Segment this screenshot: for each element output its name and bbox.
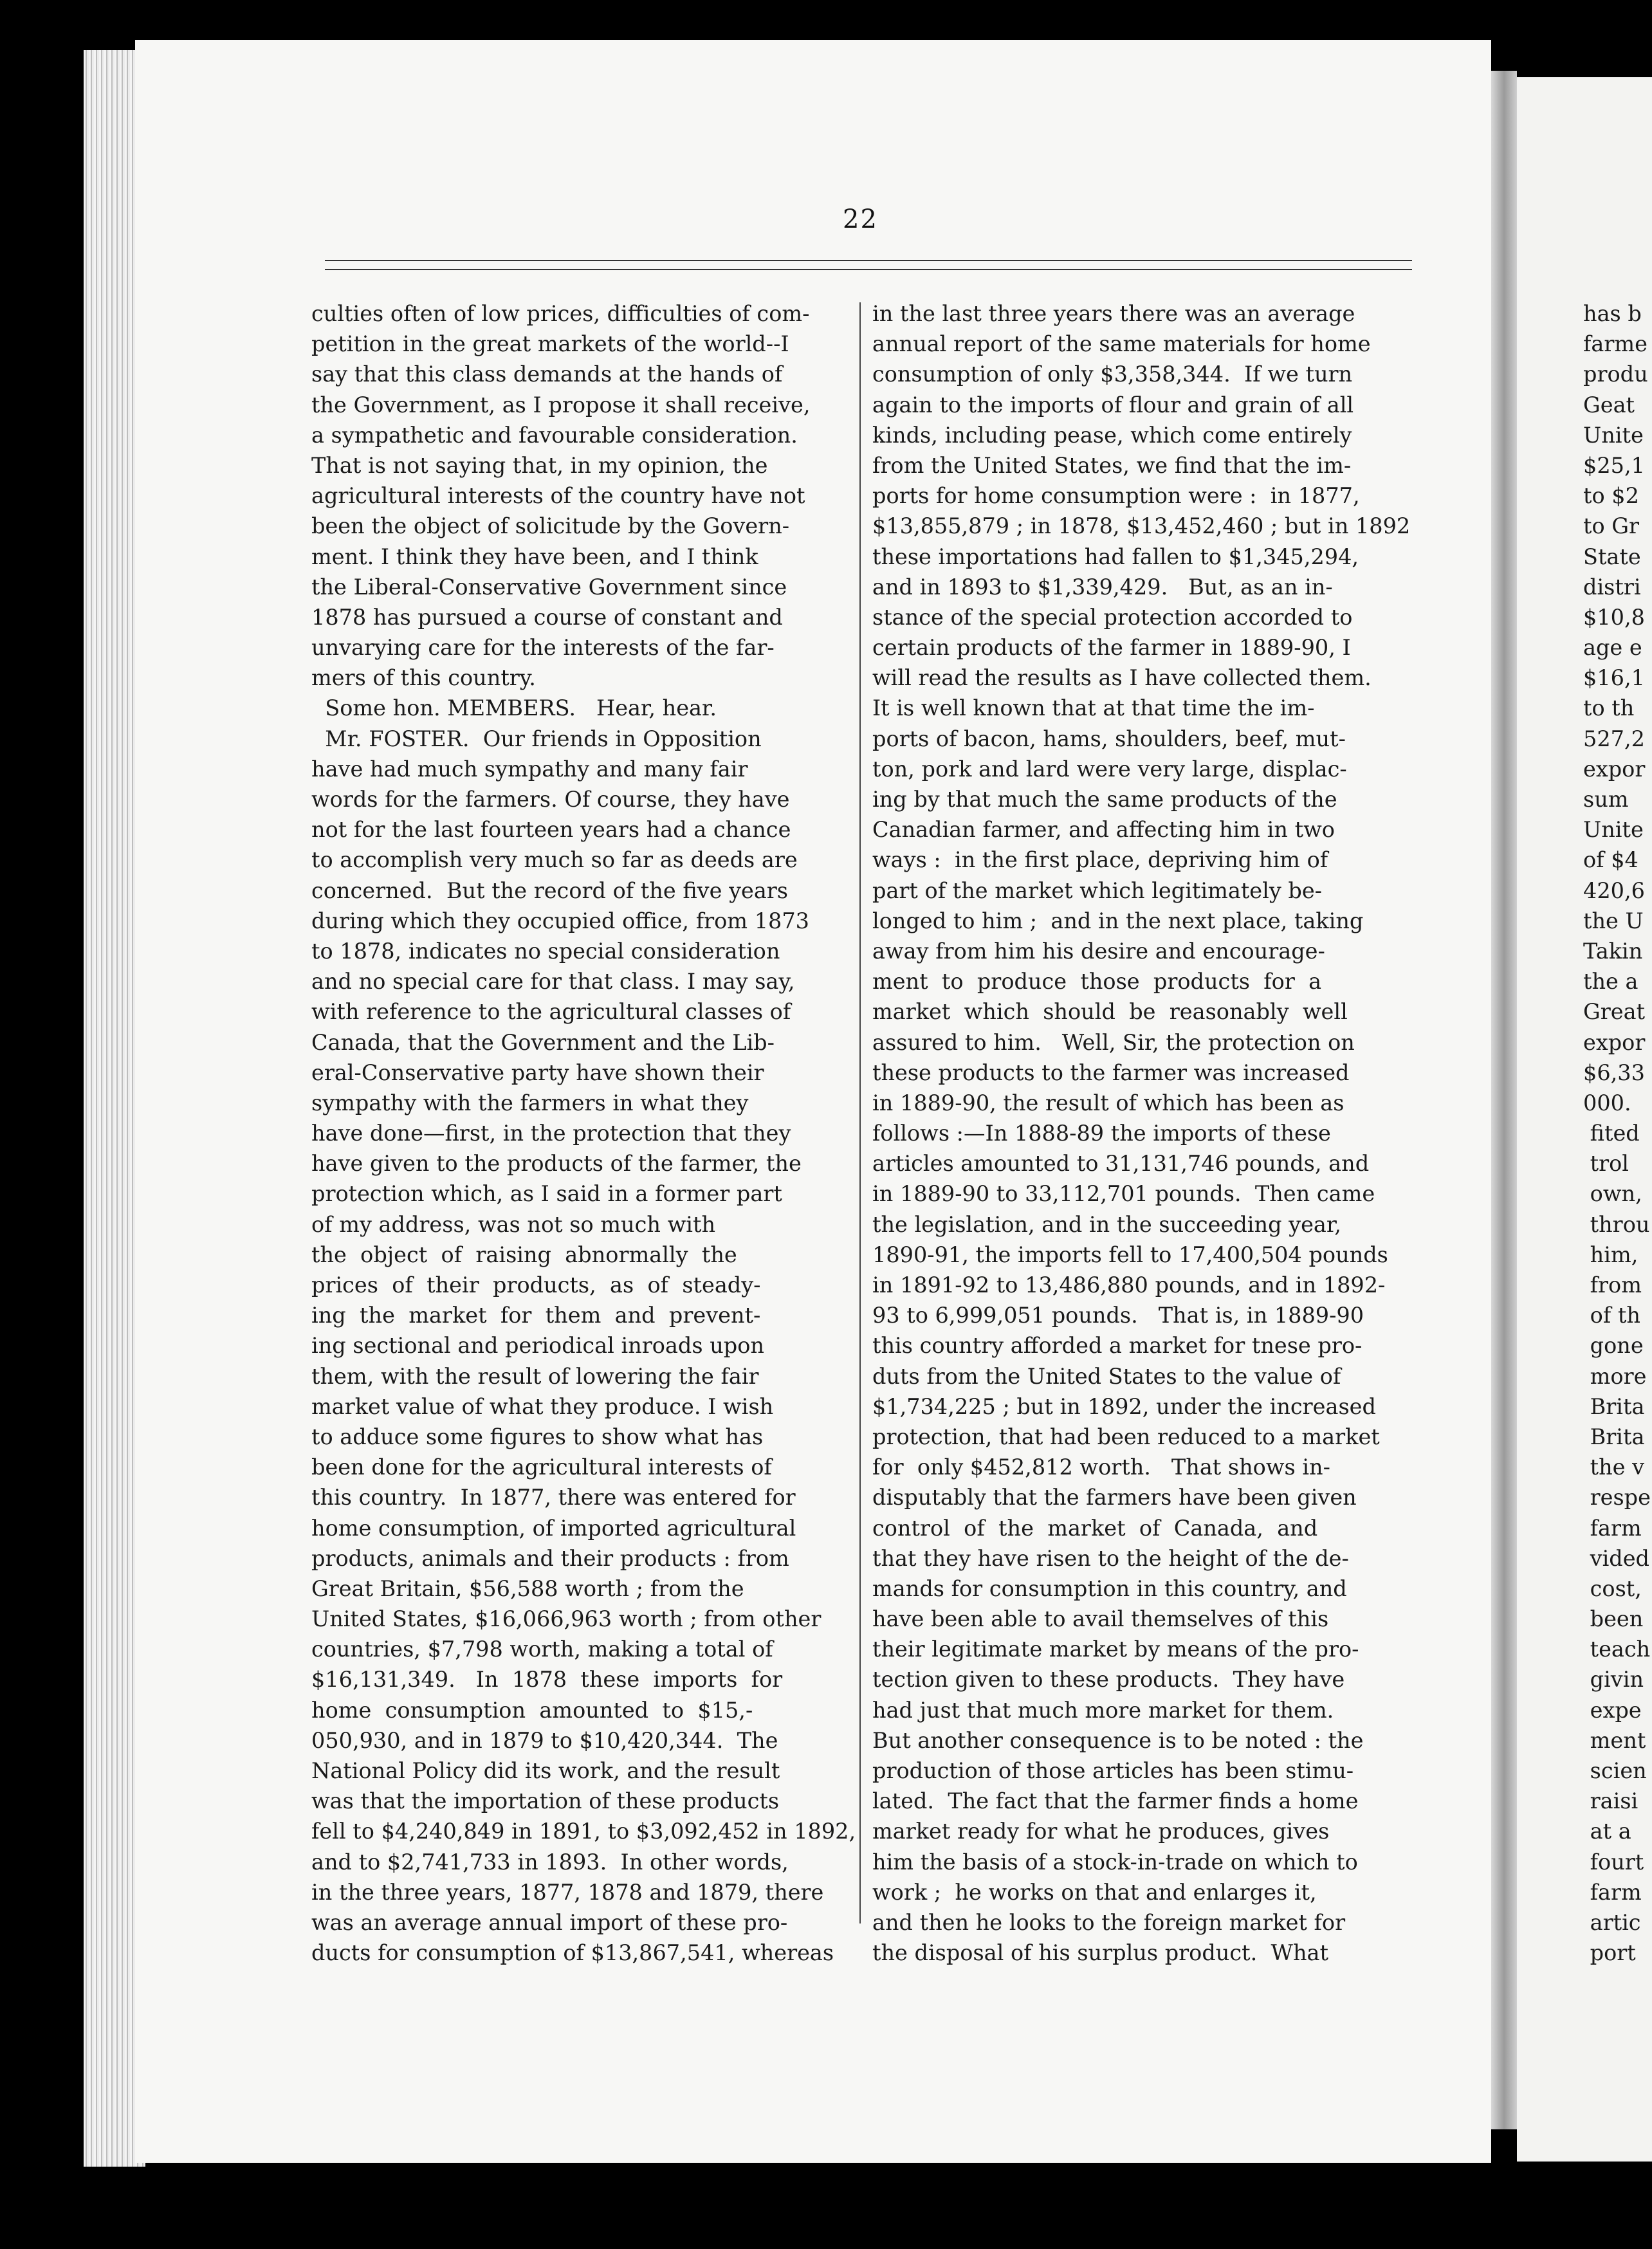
text-line: 1878 has pursued a course of constant and <box>311 604 783 630</box>
text-line: Brita <box>1583 1424 1645 1449</box>
text-line: teach <box>1583 1637 1651 1662</box>
text-line: to $2 <box>1583 483 1639 509</box>
text-line: givin <box>1583 1667 1644 1693</box>
text-line: at a <box>1583 1819 1631 1844</box>
text-line: $6,33 <box>1583 1060 1645 1085</box>
text-line: of my address, was not so much with <box>311 1211 716 1237</box>
text-line: had just that much more market for them. <box>872 1697 1334 1723</box>
text-line: longed to him ; and in the next place, taking <box>872 908 1364 933</box>
text-line: sympathy with the farmers in what they <box>311 1090 749 1115</box>
text-line: Geat <box>1583 392 1642 418</box>
text-line: the v <box>1583 1455 1645 1480</box>
text-line: 527,2 <box>1583 726 1645 751</box>
text-line: has b <box>1583 301 1642 326</box>
text-line: scien <box>1583 1758 1647 1783</box>
text-line: in the last three years there was an average <box>872 301 1355 326</box>
text-line: mands for consumption in this country, and <box>872 1575 1347 1601</box>
column-divider <box>859 302 861 1923</box>
text-line: $25,1 <box>1583 452 1645 478</box>
text-line: away from him his desire and encourage- <box>872 938 1325 964</box>
text-line: ing by that much the same products of the <box>872 787 1337 812</box>
text-line: ports for home consumption were : in 1877, <box>872 483 1360 509</box>
text-line: concerned. But the record of the five years <box>311 877 788 903</box>
text-line: That is not saying that, in my opinion, the <box>311 452 768 478</box>
text-line: trol <box>1583 1151 1636 1177</box>
text-line: work ; he works on that and enlarges it, <box>872 1879 1317 1905</box>
text-line: disputably that the farmers have been given <box>872 1485 1357 1510</box>
text-line: protection, that had been reduced to a market <box>872 1424 1380 1449</box>
text-line: these products to the farmer was increased <box>872 1060 1350 1085</box>
text-line: and then he looks to the foreign market for <box>872 1909 1346 1935</box>
text-line: was an average annual import of these pro- <box>311 1909 788 1935</box>
left-column <box>311 298 856 1968</box>
text-line: agricultural interests of the country have not <box>311 483 805 509</box>
text-line: from <box>1583 1272 1642 1298</box>
text-line: fourt <box>1583 1849 1644 1875</box>
text-line: have done—first, in the protection that they <box>311 1121 791 1146</box>
text-line: National Policy did its work, and the result <box>311 1758 780 1783</box>
text-line: culties often of low prices, difficulties of com- <box>311 301 810 326</box>
text-line: again to the imports of flour and grain of all <box>872 392 1354 418</box>
text-line: that they have risen to the height of the de- <box>872 1545 1349 1571</box>
text-line: Unite <box>1583 817 1644 843</box>
text-line: 93 to 6,999,051 pounds. That is, in 1889-90 <box>872 1303 1364 1328</box>
text-line: them, with the result of lowering the fair <box>311 1363 759 1389</box>
text-line: home consumption amounted to $15,- <box>311 1697 753 1723</box>
text-line: to accomplish very much so far as deeds are <box>311 847 798 873</box>
text-line: ducts for consumption of $13,867,541, whereas <box>311 1940 834 1966</box>
text-line: tection given to these products. They have <box>872 1667 1345 1693</box>
text-line: in 1889-90 to 33,112,701 pounds. Then came <box>872 1181 1375 1207</box>
text-line: consumption of only $3,358,344. If we turn <box>872 362 1353 387</box>
text-line: $10,8 <box>1583 604 1645 630</box>
text-line: have had much sympathy and many fair <box>311 756 748 782</box>
text-line: stance of the special protection accorded to <box>872 604 1353 630</box>
text-line: kinds, including pease, which come entirely <box>872 422 1352 448</box>
text-line: artic <box>1583 1909 1641 1935</box>
text-line: not for the last fourteen years had a chance <box>311 817 791 843</box>
text-line: him the basis of a stock-in-trade on which to <box>872 1849 1358 1875</box>
text-line: $16,1 <box>1583 665 1645 691</box>
text-line: State <box>1583 544 1641 569</box>
text-line: expor <box>1583 756 1646 782</box>
text-line: expe <box>1583 1697 1642 1723</box>
text-line: in 1891-92 to 13,486,880 pounds, and in 1892- <box>872 1272 1386 1298</box>
text-line: United States, $16,066,963 worth ; from other <box>311 1606 821 1632</box>
text-line: market which should be reasonably well <box>872 999 1348 1025</box>
text-line: during which they occupied office, from 1873 <box>311 908 809 933</box>
text-line: this country afforded a market for tnese pro- <box>872 1333 1363 1359</box>
text-line: a sympathetic and favourable consideration. <box>311 422 798 448</box>
text-line: the Government, as I propose it shall receive, <box>311 392 811 418</box>
text-line: been done for the agricultural interests of <box>311 1455 772 1480</box>
text-line: Brita <box>1583 1393 1645 1419</box>
text-line: raisi <box>1583 1788 1638 1814</box>
text-line: ment <box>1583 1727 1646 1753</box>
text-line: $13,855,879 ; in 1878, $13,452,460 ; but in 1892 <box>872 513 1411 539</box>
text-line: Takin <box>1583 938 1643 964</box>
text-line: was that the importation of these products <box>311 1788 780 1814</box>
text-line: sum <box>1583 787 1636 812</box>
text-line: ways : in the first place, depriving him of <box>872 847 1328 873</box>
text-line: Mr. FOSTER. Our friends in Opposition <box>311 726 762 751</box>
text-line: follows :—In 1888-89 the imports of these <box>872 1121 1331 1146</box>
text-line: of th <box>1583 1303 1640 1328</box>
text-line: the legislation, and in the succeeding year, <box>872 1211 1341 1237</box>
header-rule-bottom <box>325 269 1412 270</box>
text-line: $1,734,225 ; but in 1892, under the increased <box>872 1393 1376 1419</box>
text-line: of $4 <box>1583 847 1638 873</box>
text-line: cost, <box>1583 1575 1642 1601</box>
text-line: more <box>1583 1363 1647 1389</box>
text-line: have given to the products of the farmer, the <box>311 1151 802 1177</box>
text-line: produ <box>1583 362 1648 387</box>
text-line: assured to him. Well, Sir, the protection on <box>872 1029 1355 1055</box>
text-line: the object of raising abnormally the <box>311 1242 737 1267</box>
header-rule-top <box>325 260 1412 261</box>
text-line: distri <box>1583 574 1641 600</box>
text-line: ton, pork and lard were very large, displac- <box>872 756 1347 782</box>
text-line: articles amounted to 31,131,746 pounds, and <box>872 1151 1370 1177</box>
text-line: farm <box>1583 1879 1642 1905</box>
text-line: home consumption, of imported agricultural <box>311 1515 796 1541</box>
text-line: words for the farmers. Of course, they have <box>311 787 790 812</box>
text-line: this country. In 1877, there was entered for <box>311 1485 796 1510</box>
text-line: and to $2,741,733 in 1893. In other words, <box>311 1849 789 1875</box>
text-line: will read the results as I have collected them. <box>872 665 1372 691</box>
text-line: in the three years, 1877, 1878 and 1879, there <box>311 1879 824 1905</box>
text-line: and in 1893 to $1,339,429. But, as an in- <box>872 574 1333 600</box>
right-column <box>872 298 1413 1968</box>
text-line: gone <box>1583 1333 1644 1359</box>
text-line: annual report of the same materials for home <box>872 331 1371 357</box>
text-line: 1890-91, the imports fell to 17,400,504 pounds <box>872 1242 1388 1267</box>
text-line: petition in the great markets of the world--I <box>311 331 789 357</box>
text-line: farm <box>1583 1515 1642 1541</box>
text-line: ment. I think they have been, and I think <box>311 544 758 569</box>
text-line: vided <box>1583 1545 1650 1571</box>
text-line: the Liberal-Conservative Government since <box>311 574 787 600</box>
text-line: Unite <box>1583 422 1644 448</box>
text-line: from the United States, we find that the im- <box>872 452 1352 478</box>
text-line: ment to produce those products for a <box>872 969 1322 995</box>
text-line: lated. The fact that the farmer finds a home <box>872 1788 1359 1814</box>
text-line: expor <box>1583 1029 1646 1055</box>
text-line: to adduce some figures to show what has <box>311 1424 764 1449</box>
text-line: certain products of the farmer in 1889-90, I <box>872 635 1351 661</box>
text-line: prices of their products, as of steady- <box>311 1272 761 1298</box>
text-line: fell to $4,240,849 in 1891, to $3,092,452 in 1892, <box>311 1819 856 1844</box>
text-line: these importations had fallen to $1,345,294, <box>872 544 1359 569</box>
text-line: market ready for what he produces, gives <box>872 1819 1330 1844</box>
text-line: unvarying care for the interests of the far- <box>311 635 775 661</box>
text-line: in 1889-90, the result of which has been as <box>872 1090 1345 1115</box>
text-line: ing the market for them and prevent- <box>311 1303 761 1328</box>
text-line: say that this class demands at the hands of <box>311 362 783 387</box>
text-line: $16,131,349. In 1878 these imports for <box>311 1667 783 1693</box>
text-line: to 1878, indicates no special consideration <box>311 938 780 964</box>
text-line: him, <box>1583 1242 1638 1267</box>
text-line: Great Britain, $56,588 worth ; from the <box>311 1575 744 1601</box>
text-line: But another consequence is to be noted : the <box>872 1727 1364 1753</box>
text-line: countries, $7,798 worth, making a total of <box>311 1637 773 1662</box>
text-line: part of the market which legitimately be- <box>872 877 1322 903</box>
text-line: to Gr <box>1583 513 1640 539</box>
text-line: eral-Conservative party have shown their <box>311 1060 764 1085</box>
text-line: protection which, as I said in a former part <box>311 1181 782 1207</box>
text-line: have been able to avail themselves of this <box>872 1606 1329 1632</box>
text-line: been <box>1583 1606 1644 1632</box>
text-line: Canadian farmer, and affecting him in two <box>872 817 1335 843</box>
text-line: ing sectional and periodical inroads upon <box>311 1333 764 1359</box>
text-line: farme <box>1583 331 1647 357</box>
book-gutter <box>1491 71 1517 2129</box>
text-line: respe <box>1583 1485 1651 1510</box>
text-line: the a <box>1583 969 1638 995</box>
text-line: control of the market of Canada, and <box>872 1515 1318 1541</box>
text-line: to th <box>1583 695 1635 721</box>
text-line: Some hon. MEMBERS. Hear, hear. <box>311 695 717 721</box>
text-line: their legitimate market by means of the pro- <box>872 1637 1359 1662</box>
text-line: been the object of solicitude by the Govern- <box>311 513 790 539</box>
text-line: with reference to the agricultural classes of <box>311 999 791 1025</box>
text-line: throu <box>1583 1211 1650 1237</box>
text-line: own, <box>1583 1181 1642 1207</box>
text-line: Great <box>1583 999 1646 1025</box>
text-line: the U <box>1583 908 1644 933</box>
text-line: fited <box>1583 1121 1640 1146</box>
text-line: age e <box>1583 635 1642 661</box>
text-line: and no special care for that class. I may say, <box>311 969 795 995</box>
text-line: products, animals and their products : from <box>311 1545 789 1571</box>
text-line: port <box>1583 1940 1643 1966</box>
text-line: market value of what they produce. I wish <box>311 1393 774 1419</box>
text-line: Canada, that the Government and the Lib- <box>311 1029 775 1055</box>
page-number: 22 <box>843 205 878 234</box>
text-line: 000. <box>1583 1090 1631 1115</box>
text-line: production of those articles has been stimu- <box>872 1758 1354 1783</box>
text-line: the disposal of his surplus product. What <box>872 1940 1328 1966</box>
text-line: 050,930, and in 1879 to $10,420,344. The <box>311 1727 778 1753</box>
next-page-column <box>1583 298 1651 1968</box>
text-line: mers of this country. <box>311 665 536 691</box>
text-line: It is well known that at that time the im- <box>872 695 1315 721</box>
text-line: duts from the United States to the value of <box>872 1363 1341 1389</box>
text-line: for only $452,812 worth. That shows in- <box>872 1455 1330 1480</box>
text-line: ports of bacon, hams, shoulders, beef, mut- <box>872 726 1346 751</box>
text-line: 420,6 <box>1583 877 1645 903</box>
